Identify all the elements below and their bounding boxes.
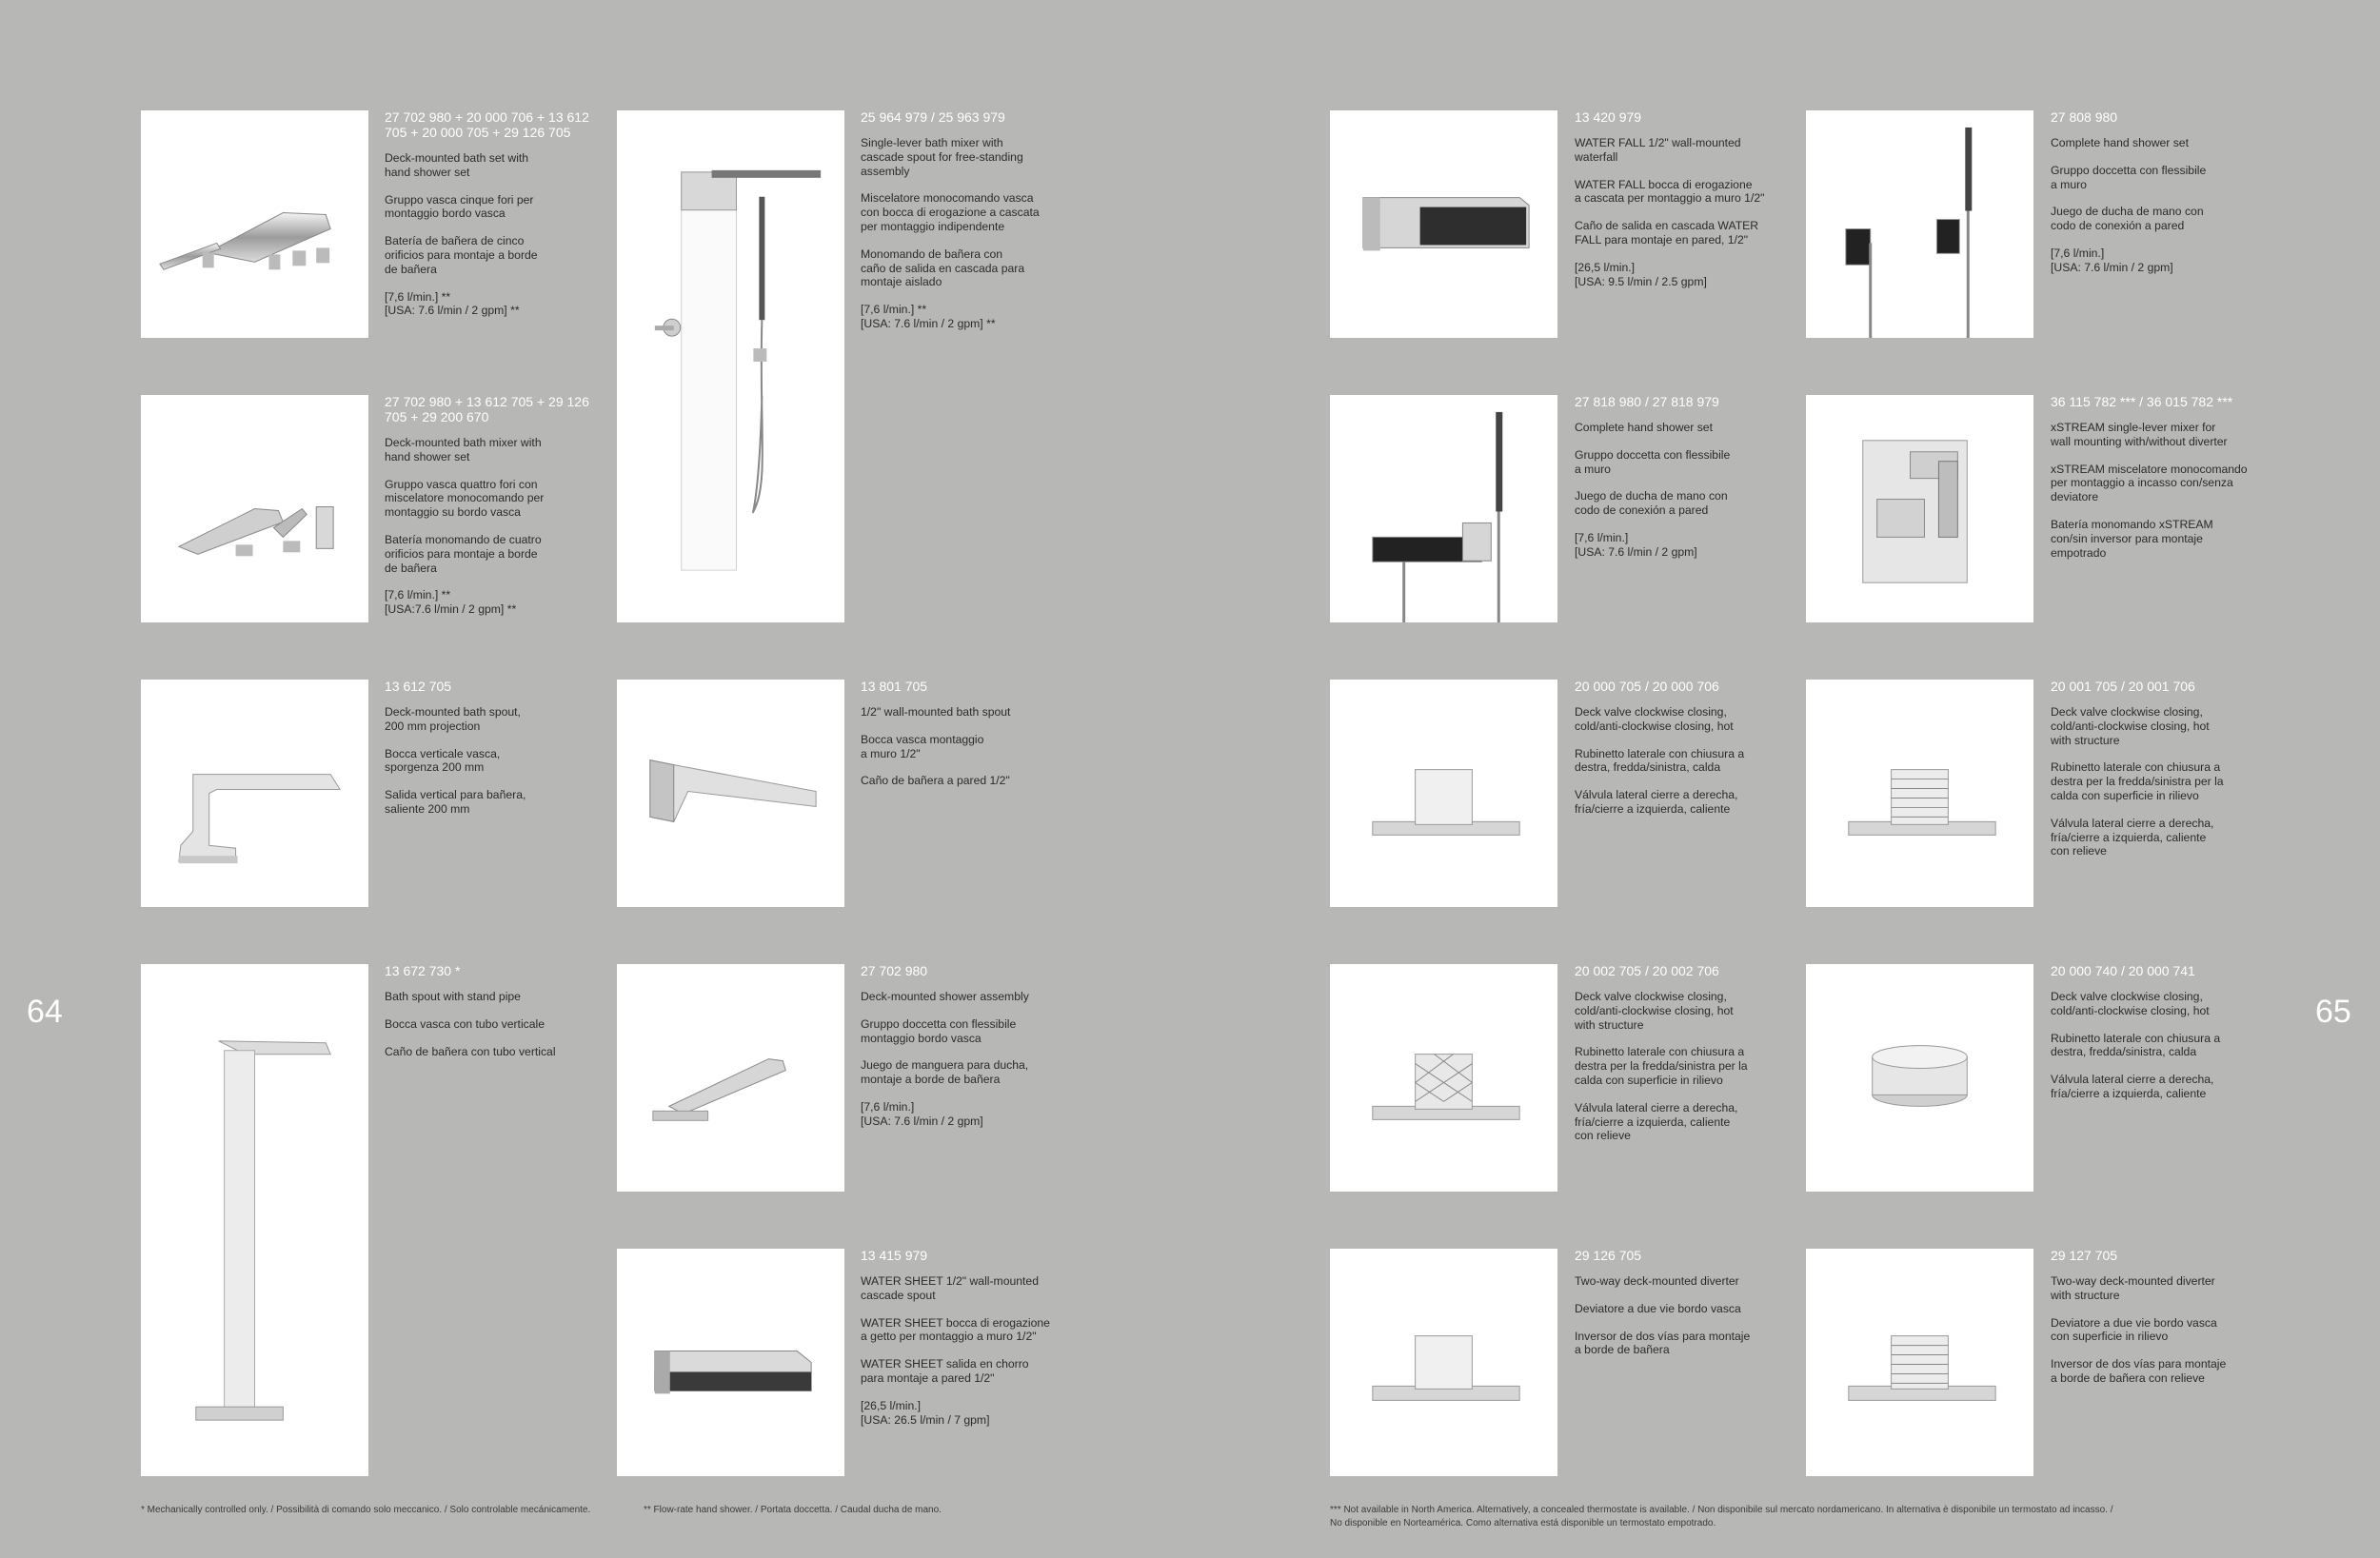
description-es: Juego de manguera para ducha, montaje a borde de bañera (861, 1058, 1029, 1087)
description-en: Deck valve clockwise closing, cold/anti-clockwise closing, hot (2051, 990, 2210, 1017)
product-image-bath-spout (141, 680, 368, 907)
page-number-left: 64 (27, 994, 63, 1030)
product-code: 13 612 705 (385, 679, 452, 694)
product-description (1575, 963, 1779, 1156)
product-image-hand-shower-set-2 (1330, 395, 1557, 622)
product-code: 13 415 979 (861, 1248, 928, 1263)
product-code: 13 801 705 (861, 679, 928, 694)
description-it: Rubinetto laterale con chiusura a destra per la fredda/sinistra per la calda con superficie in rilievo (1575, 1045, 1748, 1087)
description-en: Deck valve clockwise closing, cold/anti-clockwise closing, hot (1575, 705, 1734, 733)
product-code: 13 672 730 * (385, 963, 461, 978)
description-es: Inversor de dos vías para montaje a borde de bañera (1575, 1329, 1751, 1357)
description-it: WATER SHEET bocca di erogazione a getto per montaggio a muro 1/2" (861, 1315, 1050, 1344)
description-en: Deck-mounted bath set with hand shower set (385, 151, 529, 179)
footnote-availability: *** Not available in North America. Alternatively, a concealed thermostate is available. / Non disponibile sul mercato nordamericano. In alternativa è disponibile un termostato ad incasso. / No disponible en Norteamérica. Como alternativa está disponible un termostato empotrado. (1330, 1505, 2113, 1528)
product-description (385, 394, 589, 630)
product-code: 27 702 980 + 13 612 705 + 29 126 705 + 29 200 670 (385, 394, 589, 424)
description-it: Gruppo doccetta con flessibile montaggio bordo vasca (861, 1016, 1017, 1045)
product-image-deck-valve-diamond (1330, 964, 1557, 1192)
description-es: Juego de ducha de mano con codo de conexión a pared (2051, 205, 2204, 233)
product-description (1575, 1248, 1779, 1371)
product-code: 27 702 980 + 20 000 706 + 13 612 705 + 20 000 705 + 29 126 705 (385, 109, 589, 140)
description-en: Deck-mounted shower assembly (861, 990, 1029, 1003)
flow-rate: [7,6 l/min.] [USA: 7.6 l/min / 2 gpm] (2051, 246, 2173, 274)
product-image-water-fall (1330, 110, 1557, 338)
product-image-deck-valve (1330, 680, 1557, 907)
product-description (1575, 109, 1779, 302)
description-it: Deviatore a due vie bordo vasca con superficie in rilievo (2051, 1315, 2217, 1344)
description-en: Complete hand shower set (1575, 421, 1713, 434)
product-description (385, 963, 589, 1072)
product-code: 20 000 705 / 20 000 706 (1575, 679, 1719, 694)
product-image-diverter (1330, 1249, 1557, 1476)
description-en: Deck valve clockwise closing, cold/anti-clockwise closing, hot with structure (2051, 705, 2210, 747)
product-description (2051, 679, 2255, 872)
description-es: Caño de bañera con tubo vertical (385, 1044, 556, 1058)
product-description (385, 679, 589, 830)
description-es: Caño de salida en cascada WATER FALL para montaje en pared, 1/2" (1575, 219, 1759, 247)
flow-rate: [26,5 l/min.] [USA: 9.5 l/min / 2.5 gpm] (1575, 260, 1707, 288)
description-en: Complete hand shower set (2051, 136, 2189, 149)
description-it: xSTREAM miscelatore monocomando per montaggio a incasso con/senza deviatore (2051, 462, 2248, 504)
description-en: Single-lever bath mixer with cascade spout for free-standing assembly (861, 136, 1023, 178)
product-image-bath-mixer (141, 395, 368, 622)
description-en: Two-way deck-mounted diverter (1575, 1274, 1739, 1288)
product-image-water-sheet (617, 1249, 844, 1476)
description-it: Gruppo vasca cinque fori per montaggio bordo vasca (385, 192, 534, 221)
product-code: 13 420 979 (1575, 109, 1642, 125)
product-code: 20 002 705 / 20 002 706 (1575, 963, 1719, 978)
product-image-wall-spout (617, 680, 844, 907)
product-description (2051, 109, 2255, 288)
description-es: Válvula lateral cierre a derecha, fría/cierre a izquierda, caliente con relieve (1575, 1100, 1738, 1143)
description-it: Miscelatore monocomando vasca con bocca di erogazione a cascata per montaggio indipendente (861, 191, 1040, 233)
product-image-diverter-structure (1806, 1249, 2033, 1476)
product-code: 27 818 980 / 27 818 979 (1575, 394, 1719, 409)
product-image-round-valve (1806, 964, 2033, 1192)
product-image-bath-set (141, 110, 368, 338)
description-en: WATER FALL 1/2" wall-mounted waterfall (1575, 136, 1741, 164)
description-it: Rubinetto laterale con chiusura a destra per la fredda/sinistra per la calda con superficie in rilievo (2051, 760, 2224, 802)
description-en: Two-way deck-mounted diverter with structure (2051, 1274, 2215, 1302)
product-image-deck-valve-structure (1806, 680, 2033, 907)
footnote-flow-rate: ** Flow-rate hand shower. / Portata doccetta. / Caudal ducha de mano. (644, 1505, 942, 1515)
description-it: Deviatore a due vie bordo vasca (1575, 1301, 1741, 1315)
product-image-stand-pipe-spout (141, 964, 368, 1476)
description-en: WATER SHEET 1/2" wall-mounted cascade spout (861, 1274, 1039, 1302)
description-es: Batería de bañera de cinco orificios para montaje a borde de bañera (385, 234, 538, 276)
product-description (2051, 963, 2255, 1114)
product-code: 20 001 705 / 20 001 706 (2051, 679, 2195, 694)
description-it: Bocca vasca montaggio a muro 1/2" (861, 732, 984, 760)
footnote-mechanical: * Mechanically controlled only. / Possibilità di comando solo meccanico. / Solo controlable mecánicamente. (141, 1505, 591, 1515)
product-description (385, 109, 589, 331)
description-es: WATER SHEET salida en chorro para montaje a pared 1/2" (861, 1357, 1029, 1385)
description-en: Bath spout with stand pipe (385, 990, 521, 1003)
description-es: Batería monomando xSTREAM con/sin inversor para montaje empotrado (2051, 517, 2213, 560)
product-code: 27 808 980 (2051, 109, 2118, 125)
description-en: xSTREAM single-lever mixer for wall mounting with/without diverter (2051, 421, 2228, 448)
description-it: Rubinetto laterale con chiusura a destra, fredda/sinistra, calda (2051, 1031, 2221, 1059)
description-es: Salida vertical para bañera, saliente 200 mm (385, 788, 526, 816)
product-code: 25 964 979 / 25 963 979 (861, 109, 1005, 125)
product-image-xstream-mixer (1806, 395, 2033, 622)
description-en: 1/2" wall-mounted bath spout (861, 705, 1011, 719)
description-it: Bocca vasca con tubo verticale (385, 1016, 545, 1031)
product-description (1575, 394, 1779, 573)
product-code: 27 702 980 (861, 963, 928, 978)
description-es: Batería monomando de cuatro orificios para montaje a borde de bañera (385, 532, 542, 575)
description-en: Deck-mounted bath spout, 200 mm projection (385, 705, 521, 733)
product-code: 29 126 705 (1575, 1248, 1642, 1263)
page-number-right: 65 (2315, 994, 2351, 1030)
flow-rate: [7,6 l/min.] ** [USA: 7.6 l/min / 2 gpm] ** (861, 303, 996, 330)
product-description (2051, 1248, 2255, 1399)
description-it: Gruppo vasca quattro fori con miscelatore monocomando per montaggio su bordo vasca (385, 477, 545, 520)
product-description (861, 1248, 1065, 1440)
description-en: Deck valve clockwise closing, cold/anti-clockwise closing, hot with structure (1575, 990, 1734, 1032)
flow-rate: [7,6 l/min.] [USA: 7.6 l/min / 2 gpm] (861, 1099, 983, 1128)
description-it: Gruppo doccetta con flessibile a muro (1575, 447, 1731, 476)
product-code: 29 127 705 (2051, 1248, 2118, 1263)
description-es: Válvula lateral cierre a derecha, fría/cierre a izquierda, caliente (1575, 788, 1738, 816)
product-image-freestanding-mixer (617, 110, 844, 622)
description-es: Inversor de dos vías para montaje a borde de bañera con relieve (2051, 1357, 2227, 1385)
product-image-hand-shower-set (1806, 110, 2033, 338)
description-en: Deck-mounted bath mixer with hand shower set (385, 436, 542, 463)
product-description (2051, 394, 2255, 573)
description-es: Válvula lateral cierre a derecha, fría/cierre a izquierda, caliente con relieve (2051, 816, 2214, 858)
description-it: WATER FALL bocca di erogazione a cascata per montaggio a muro 1/2" (1575, 177, 1765, 206)
description-es: Caño de bañera a pared 1/2" (861, 774, 1010, 788)
description-it: Rubinetto laterale con chiusura a destra, fredda/sinistra, calda (1575, 746, 1745, 775)
description-es: Válvula lateral cierre a derecha, fría/cierre a izquierda, caliente (2051, 1073, 2214, 1100)
product-code: 36 115 782 *** / 36 015 782 *** (2051, 394, 2233, 409)
description-it: Gruppo doccetta con flessibile a muro (2051, 163, 2207, 191)
flow-rate: [26,5 l/min.] [USA: 26.5 l/min / 7 gpm] (861, 1398, 990, 1427)
product-code: 20 000 740 / 20 000 741 (2051, 963, 2195, 978)
product-description (1575, 679, 1779, 830)
product-description (861, 963, 1065, 1142)
flow-rate: [7,6 l/min.] ** [USA: 7.6 l/min / 2 gpm] ** (385, 289, 520, 318)
product-description (861, 109, 1065, 345)
product-description (861, 679, 1065, 801)
flow-rate: [7,6 l/min.] ** [USA:7.6 l/min / 2 gpm] ** (385, 588, 517, 617)
product-image-shower-assembly (617, 964, 844, 1192)
description-es: Monomando de bañera con caño de salida en cascada para montaje aislado (861, 247, 1025, 289)
flow-rate: [7,6 l/min.] [USA: 7.6 l/min / 2 gpm] (1575, 530, 1697, 559)
description-es: Juego de ducha de mano con codo de conexión a pared (1575, 489, 1728, 518)
description-it: Bocca verticale vasca, sporgenza 200 mm (385, 746, 501, 775)
